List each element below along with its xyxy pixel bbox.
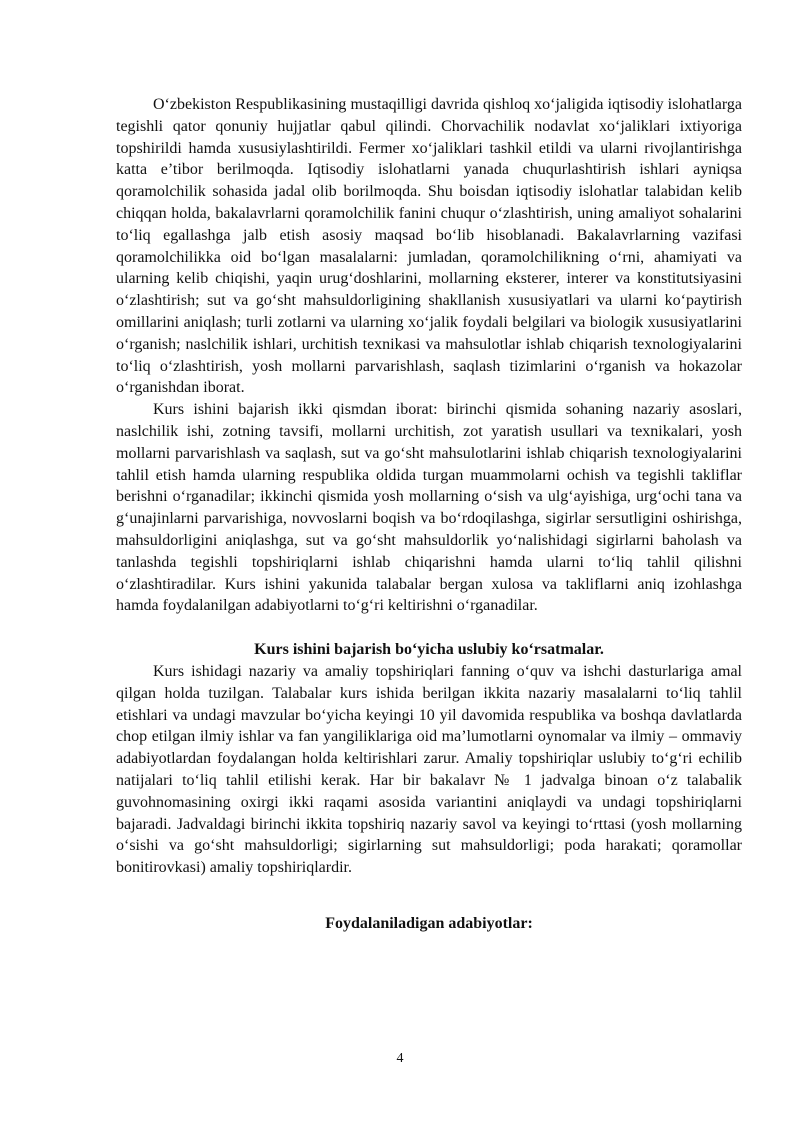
literature-heading: Foydalaniladigan adabiyotlar: <box>325 914 533 932</box>
intro-paragraph: O‘zbekiston Respublikasining mustaqilligi davrida qishloq xo‘jaligida iqtisodiy islohatlarga tegishli qator qonuniy hujjatlar qabul qilindi. Chorvachilik nodavlat xo‘jaliklari ixtiyoriga topshirildi hamda xususiylashtirildi. Fermer xo‘jaliklari tashkil etildi va ularni rivojlantirishga katta e’tibor berilmoqda. Iqtisodiy islohatlarni yanada chuqurlashtirish ishlari ayniqsa qoramolchilik sohasida jadal olib borilmoqda. Shu boisdan iqtisodiy islohatlar talabidan kelib chiqqan holda, bakalavrlarni qoramolchilik fanini chuqur o‘zlashtirish, uning amaliyot sohalarini to‘liq egallashga jalb etish asosiy maqsad bo‘lib hisoblanadi. Bakalavrlarning vazifasi qoramolchilikka oid bo‘lgan masalalarni: jumladan, qoramolchilikning o‘rni, ahamiyati va ularning kelib chiqishi, yaqin urug‘doshlarini, mollarning eksterer, interer va konstitutsiyasini o‘zlashtirish; sut va go‘sht mahsuldorligining shakllanish xususiyatlari va ularni ko‘paytirish omillarini aniqlash; turli zotlarni va ularning xo‘jalik foydali belgilari va biologik xususiyatlarini o‘rganish; naslchilik ishlari, urchitish texnikasi va mahsulotlar ishlab chiqarish texnologiyalarini to‘liq o‘zlashtirish, yosh mollarni parvarishlash, saqlash tizimlarini o‘rganish va hokazolar o‘rganishdan iborat. <box>116 96 742 397</box>
methods-heading: Kurs ishini bajarish bo‘yicha uslubiy ko‘rsatmalar. <box>254 641 604 659</box>
course-structure-paragraph: Kurs ishini bajarish ikki qismdan iborat: birinchi qismida sohaning nazariy asoslari, naslchilik ishi, zotning tavsifi, mollarni urchitish, zot yaratish usullari va texnikalari, yosh mollarni parvarishlash va saqlash, sut va go‘sht mahsulotlarini ishlab chiqarish texnologiyalarini tahlil etish hamda ularning respublika oldida turgan muammolarni ochish va tegishli takliflar berishni o‘rganadilar; ikkinchi qismida yosh mollarning o‘sish va ulg‘ayishiga, urg‘ochi tana va g‘unajinlarni parvarishiga, novvoslarni boqish va bo‘rdoqilashga, sigirlar sersutligini oshirishga, mahsuldorligini aniqlashga, sut va go‘sht mahsuldorlik yo‘nalishidagi sigirlarni baholash va tanlashda tegishli topshiriqlarni ishlab chiqarishni hamda ularni to‘liq tahlil qilishni o‘zlashtiradilar. Kurs ishini yakunida talabalar bergan xulosa va takliflarni aniq izohlashga hamda foydalanilgan adabiyotlarni to‘g‘ri keltirishni o‘rganadilar. <box>116 401 742 615</box>
document-page <box>116 94 742 935</box>
page-number: 4 <box>396 1051 404 1066</box>
methods-paragraph: Kurs ishidagi nazariy va amaliy topshiriqlari fanning o‘quv va ishchi dasturlariga amal qilgan holda tuzilgan. Talabalar kurs ishida berilgan ikkita nazariy masalalarni to‘liq tahlil etishlari va undagi mavzular bo‘yicha keyingi 10 yil davomida respublika va boshqa davlatlarda chop etilgan ilmiy ishlar va fan yangiliklariga oid ma’lumotlarni oynomalar va ilmiy – ommaviy adabiyotlardan foydalangan holda keltirishlari zarur. Amaliy topshiriqlar uslubiy to‘g‘ri echilib natijalari to‘liq tahlil etilishi kerak. Har bir bakalavr № 1 jadvalga binoan o‘z talabalik guvohnomasining oxirgi ikki raqami asosida variantini aniqlaydi va undagi topshiriqlarni bajaradi. Jadvaldagi birinchi ikkita topshiriq nazariy savol va keyingi to‘rttasi (yosh mollarning o‘sishi va go‘sht mahsuldorligi; sigirlarning sut mahsuldorligi; poda harakati; qoramollar bonitirovkasi) amaliy topshiriqlardir. <box>116 662 742 877</box>
